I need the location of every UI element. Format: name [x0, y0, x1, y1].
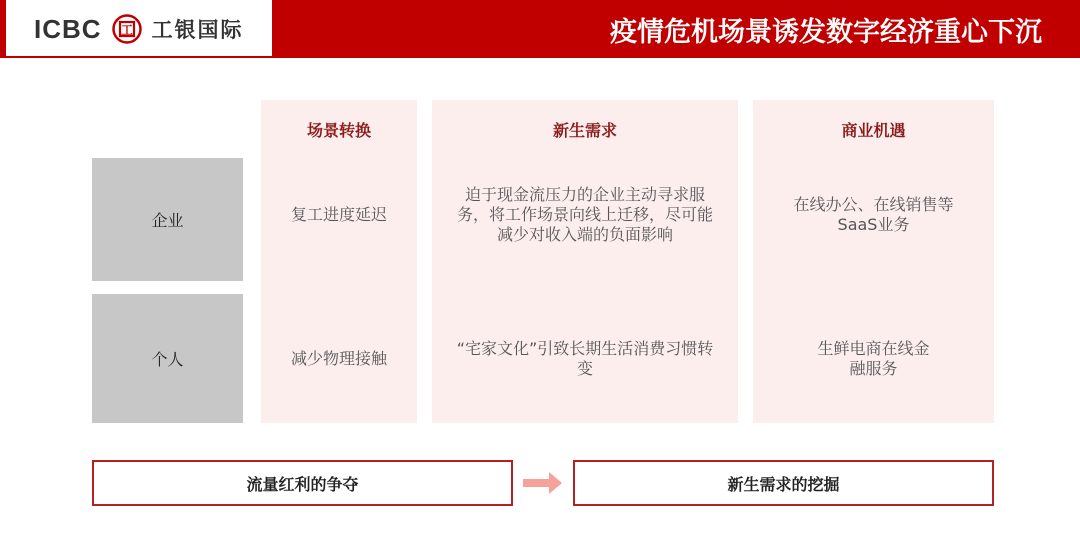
header	[0, 0, 1080, 58]
column-header: 新生需求	[552, 120, 617, 140]
header-divider	[0, 56, 1080, 58]
row-label-individual: 个人	[92, 294, 243, 423]
page-title: 疫情危机场景诱发数字经济重心下沉	[610, 17, 1042, 48]
svg-text:工: 工	[120, 23, 133, 37]
icbc-logo	[34, 12, 244, 46]
table-cell: 减少物理接触	[290, 348, 387, 368]
logo-text-cn: 工银国际	[151, 18, 244, 42]
title-bar	[272, 0, 1080, 58]
header-accent-bar	[0, 0, 6, 58]
right-arrow-icon	[523, 471, 563, 495]
table-cell: 生鲜电商在线金融服务	[817, 338, 930, 378]
table-cell: “宅家文化”引致长期生活消费习惯转变	[456, 338, 714, 378]
logo-text-en: ICBC	[34, 13, 102, 44]
icbc-seal-icon	[112, 14, 142, 44]
table-cell: 迫于现金流压力的企业主动寻求服务，将工作场景向线上迁移，尽可能减少对收入端的负面影响	[456, 185, 713, 244]
row-label-enterprise: 企业	[92, 158, 243, 281]
table-cell: 在线办公、在线销售等SaaS业务	[793, 195, 954, 234]
column-header: 场景转换	[306, 120, 371, 140]
table-cell: 复工进度延迟	[290, 205, 387, 224]
column-header: 商业机遇	[841, 120, 906, 140]
bottom-box-traffic: 流量红利的争夺	[92, 460, 513, 506]
bottom-box-demand: 新生需求的挖掘	[573, 460, 994, 506]
